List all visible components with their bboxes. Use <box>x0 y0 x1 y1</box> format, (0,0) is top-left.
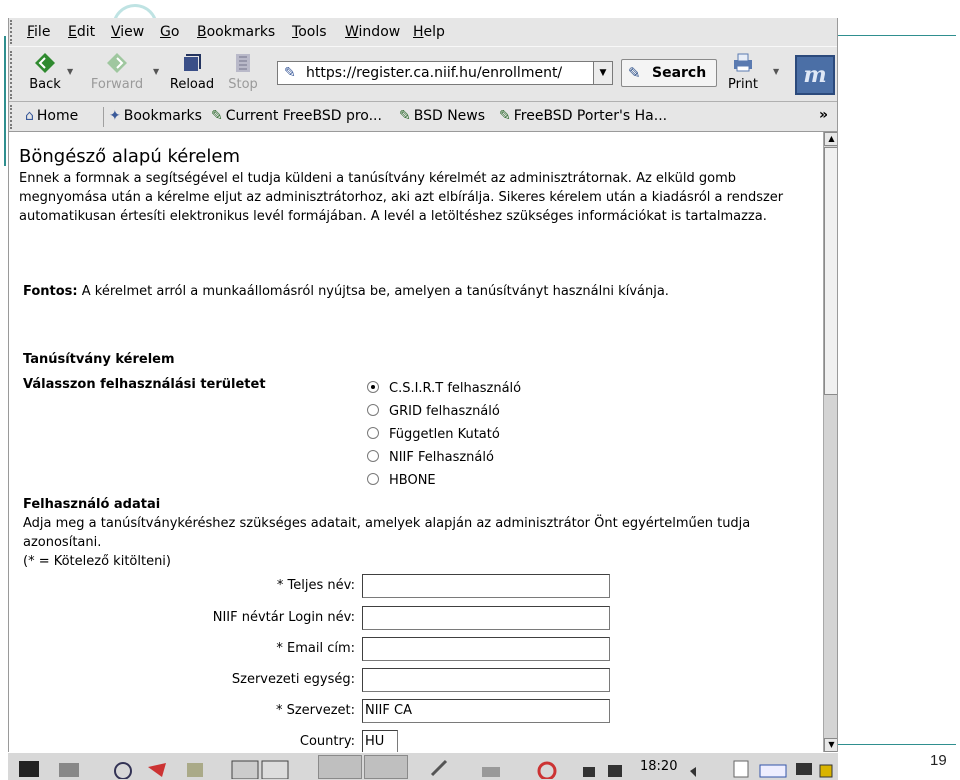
home-icon: ⌂ <box>25 108 34 124</box>
back-dropdown-icon[interactable]: ▼ <box>67 67 74 76</box>
slide-number: 19 <box>930 752 947 769</box>
search-icon: ✎ <box>628 64 641 82</box>
lock-icon[interactable] <box>580 757 598 780</box>
bookmarks-overflow-chevron[interactable]: » <box>819 107 829 123</box>
taskbar-window-button[interactable] <box>364 755 408 779</box>
back-button[interactable]: Back <box>21 51 69 99</box>
reload-icon <box>167 51 217 75</box>
org-unit-label: Szervezeti egység: <box>231 672 355 687</box>
page-title: Böngésző alapú kérelem <box>19 146 240 167</box>
bookmark-bookmarks[interactable]: ✦ Bookmarks <box>109 108 202 124</box>
page-proxy-icon[interactable]: ✎ <box>284 65 296 81</box>
navbar-grip[interactable] <box>10 51 16 99</box>
slide-decoration-left-line <box>4 36 6 166</box>
radio-option-hbone[interactable]: HBONE <box>367 472 436 488</box>
file-manager-icon[interactable] <box>58 757 80 780</box>
printer-tray-icon[interactable] <box>480 757 502 780</box>
tray-square-icon[interactable] <box>732 757 750 780</box>
taskbar-clock[interactable]: 18:20 <box>640 759 678 774</box>
url-bar[interactable] <box>277 61 613 85</box>
menu-go[interactable]: Go <box>160 24 180 40</box>
tools-icon[interactable] <box>428 757 450 780</box>
forward-button[interactable]: Forward <box>85 51 149 99</box>
menu-file[interactable]: File <box>27 24 51 40</box>
intro-paragraph: Ennek a formnak a segítségével el tudja küldeni a tanúsítvány kérelmét az adminisztrátornak. Az elküld gomb megnyomása után a kérelme eljut az adminisztrátorhoz, aki azt elbírálja. Sikeres kérelem után a kiadásról a rendszer automatikusan értesíti elektronikus levél formájában. A levél a letöltéshez szükséges információkat is tartalmazza. <box>19 171 784 224</box>
slide-decoration-line-top <box>838 35 956 36</box>
print-dropdown-icon[interactable]: ▼ <box>773 67 780 76</box>
menubar-grip[interactable] <box>10 20 16 44</box>
stop-button[interactable]: Stop <box>223 51 263 99</box>
radio-button[interactable] <box>367 473 379 485</box>
printer-icon <box>723 51 763 75</box>
menu-help[interactable]: Help <box>413 24 445 40</box>
browser-launcher-icon[interactable] <box>112 757 134 780</box>
user-data-description: Adja meg a tanúsítványkéréshez szükséges adatait, amelyek alapján az adminisztrátor Önt egyértelműen tudja azonosítani. <box>23 516 751 550</box>
vertical-scrollbar[interactable] <box>823 132 838 752</box>
login-name-input[interactable] <box>362 606 610 630</box>
help-lifebuoy-icon[interactable] <box>536 757 558 780</box>
menu-edit[interactable]: Edit <box>68 24 96 40</box>
disk-icon[interactable] <box>606 757 624 780</box>
radio-button[interactable] <box>367 450 379 462</box>
slide-decoration-line-bottom <box>838 744 956 745</box>
menu-tools[interactable]: Tools <box>292 24 327 40</box>
navigation-toolbar <box>9 46 838 102</box>
bookmarks-folder-icon: ✦ <box>109 108 121 124</box>
bookmark-current-freebsd[interactable]: ✎ Current FreeBSD pro... <box>211 108 382 124</box>
radio-button[interactable] <box>367 427 379 439</box>
org-unit-input[interactable] <box>362 668 610 692</box>
scroll-up-arrow-icon[interactable]: ▲ <box>824 132 838 146</box>
cert-request-heading: Tanúsítvány kérelem <box>23 352 175 367</box>
network-connector-icon[interactable] <box>758 757 788 780</box>
search-button[interactable]: ✎ Search <box>621 59 717 87</box>
forward-arrow-icon <box>85 51 149 75</box>
taskbar <box>8 752 838 780</box>
throbber-logo[interactable]: m <box>795 55 835 95</box>
volume-icon[interactable] <box>688 757 704 780</box>
full-name-label: * Teljes név: <box>276 578 355 593</box>
bookmark-link-icon: ✎ <box>399 108 411 124</box>
radio-button[interactable] <box>367 381 379 393</box>
login-name-label: NIIF névtár Login név: <box>212 610 355 625</box>
back-arrow-icon <box>21 51 69 75</box>
country-input[interactable]: HU <box>362 730 398 752</box>
bookmark-link-icon: ✎ <box>211 108 223 124</box>
important-note: Fontos: A kérelmet arról a munkaállomásról nyújtsa be, amelyen a tanúsítványt használni kívánja. <box>23 284 669 299</box>
mail-icon[interactable] <box>146 757 168 780</box>
bookmarks-separator <box>103 107 104 127</box>
bookmark-freebsd-porter[interactable]: ✎ FreeBSD Porter's Ha... <box>499 108 668 124</box>
menu-bookmarks[interactable]: Bookmarks <box>197 24 276 40</box>
radio-option-niif[interactable]: NIIF Felhasználó <box>367 449 494 465</box>
print-button[interactable]: Print <box>723 51 763 99</box>
usage-area-heading: Válasszon felhasználási területet <box>23 377 266 392</box>
tray-notes-icon[interactable] <box>794 757 814 780</box>
reload-button[interactable]: Reload <box>167 51 217 99</box>
bookmarks-grip[interactable] <box>10 105 16 129</box>
taskbar-window-button[interactable] <box>318 755 362 779</box>
country-label: Country: <box>299 734 355 749</box>
radio-option-grid[interactable]: GRID felhasználó <box>367 403 500 419</box>
scroll-down-arrow-icon[interactable]: ▼ <box>824 738 838 752</box>
stop-icon <box>223 51 263 75</box>
scroll-thumb[interactable] <box>824 147 838 395</box>
radio-option-csirt[interactable]: C.S.I.R.T felhasználó <box>367 380 521 396</box>
email-label: * Email cím: <box>276 641 355 656</box>
page-content <box>9 132 823 752</box>
bookmark-link-icon: ✎ <box>499 108 511 124</box>
editor-icon[interactable] <box>184 757 206 780</box>
menu-window[interactable]: Window <box>345 24 401 40</box>
required-note: (* = Kötelező kitölteni) <box>23 554 171 569</box>
radio-button[interactable] <box>367 404 379 416</box>
menu-bar <box>9 18 838 46</box>
radio-option-independent[interactable]: Független Kutató <box>367 426 500 442</box>
terminal-icon[interactable] <box>18 757 40 780</box>
organization-input[interactable]: NIIF CA <box>362 699 610 723</box>
menu-view[interactable]: View <box>111 24 145 40</box>
url-text: https://register.ca.niif.hu/enrollment/ <box>306 65 563 81</box>
workspace-switcher-icon[interactable] <box>230 757 290 780</box>
browser-window <box>8 18 838 780</box>
tray-lock-icon[interactable] <box>818 757 834 780</box>
full-name-input[interactable] <box>362 574 610 598</box>
bookmark-home[interactable]: ⌂ Home <box>25 108 79 124</box>
url-history-dropdown[interactable]: ▼ <box>593 61 613 85</box>
bookmark-bsd-news[interactable]: ✎ BSD News <box>399 108 486 124</box>
email-input[interactable] <box>362 637 610 661</box>
forward-dropdown-icon[interactable]: ▼ <box>153 67 160 76</box>
user-data-heading: Felhasználó adatai <box>23 497 161 512</box>
organization-label: * Szervezet: <box>275 703 355 718</box>
bookmarks-toolbar <box>9 102 838 132</box>
